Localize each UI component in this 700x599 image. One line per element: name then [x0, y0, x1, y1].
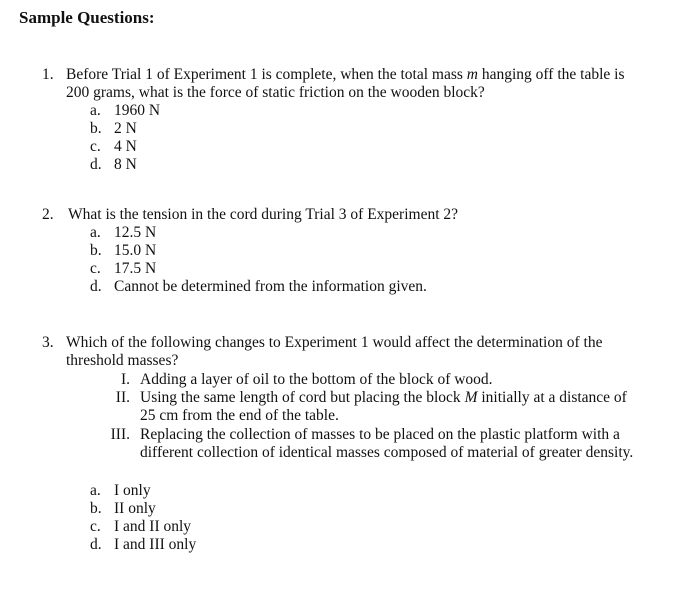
question-2-option-c-text: 17.5 N	[114, 260, 157, 277]
question-1-option-c-text: 4 N	[114, 138, 137, 155]
question-3-option-d-text: I and III only	[114, 536, 197, 553]
question-2-option-c-letter: c.	[90, 260, 101, 277]
statement-ii-text-line2: 25 cm from the end of the table.	[140, 407, 339, 424]
question-1-text-line2: 200 grams, what is the force of static friction on the wooden block?	[66, 84, 485, 101]
question-1-variable-m: m	[466, 66, 478, 83]
question-1-option-d-letter: d.	[90, 156, 102, 173]
question-1-text-line1-end: hanging off the table is	[481, 66, 625, 83]
question-3-option-d-letter: d.	[90, 536, 102, 553]
question-1-text-line1-start: Before Trial 1 of Experiment 1 is complete, when the total mass	[66, 66, 463, 83]
question-2-option-a-text: 12.5 N	[114, 224, 157, 241]
question-1-option-b-text: 2 N	[114, 120, 137, 137]
statement-iii-text-line2: different collection of identical masses composed of material of greater density.	[140, 444, 634, 461]
statement-i-text: Adding a layer of oil to the bottom of the block of wood.	[140, 371, 493, 388]
question-2-option-d-text: Cannot be determined from the information given.	[114, 278, 427, 295]
question-2-option-b-text: 15.0 N	[114, 242, 157, 259]
question-2-option-b-letter: b.	[90, 242, 102, 259]
question-1-text-line1	[66, 66, 625, 84]
statement-ii-text-start: Using the same length of cord but placing the block	[140, 389, 461, 406]
statement-ii-text-end: initially at a distance of	[481, 389, 627, 406]
question-2-number: 2.	[42, 206, 54, 223]
question-1-option-c-letter: c.	[90, 138, 101, 155]
statement-iii-text-line1: Replacing the collection of masses to be placed on the plastic platform with a	[140, 426, 620, 443]
statement-ii-numeral: II.	[115, 389, 130, 406]
question-1-option-a-text: 1960 N	[114, 102, 161, 119]
question-1-option-d-text: 8 N	[114, 156, 137, 173]
statement-i-numeral: I.	[120, 371, 130, 388]
question-3-text-line1: Which of the following changes to Experiment 1 would affect the determination of the	[66, 334, 603, 351]
question-3-text-line2: threshold masses?	[66, 352, 179, 369]
question-1-number: 1.	[42, 66, 54, 83]
question-3-option-c-letter: c.	[90, 518, 101, 535]
question-2-option-a-letter: a.	[90, 224, 101, 241]
question-3-option-a-letter: a.	[90, 482, 101, 499]
statement-ii-variable-m: M	[464, 389, 478, 406]
question-2-text: What is the tension in the cord during Trial 3 of Experiment 2?	[68, 206, 459, 223]
question-1-option-b-letter: b.	[90, 120, 102, 137]
question-2-option-d-letter: d.	[90, 278, 102, 295]
question-1-option-a-letter: a.	[90, 102, 101, 119]
page-title: Sample Questions:	[19, 8, 155, 27]
question-3-option-b-text: II only	[114, 500, 156, 517]
question-3-option-c-text: I and II only	[114, 518, 192, 535]
question-3-option-a-text: I only	[114, 482, 151, 499]
question-3-option-b-letter: b.	[90, 500, 102, 517]
question-3-number: 3.	[42, 334, 54, 351]
statement-iii-numeral: III.	[110, 426, 130, 443]
statement-ii-text-line1	[140, 389, 627, 407]
